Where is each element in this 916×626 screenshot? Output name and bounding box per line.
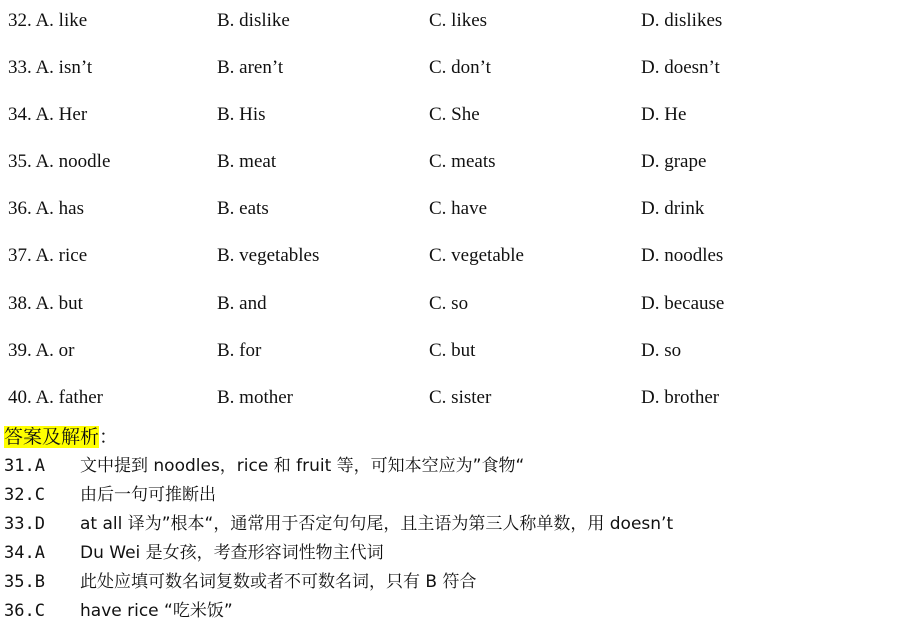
answer-row-33 (0, 510, 916, 539)
option-c: C. She (429, 104, 480, 125)
option-c: C. sister (429, 387, 492, 408)
option-a: 33. A. isn’t (8, 57, 93, 78)
option-a: 37. A. rice (8, 245, 88, 266)
option-c: C. vegetable (429, 245, 524, 266)
answer-number: 33.D (4, 514, 45, 534)
option-c: C. meats (429, 151, 496, 172)
option-c: C. so (429, 293, 469, 314)
answer-row-31 (0, 452, 916, 481)
question-row-37 (0, 241, 916, 271)
question-row-38 (0, 289, 916, 319)
option-d: D. drink (641, 198, 705, 219)
answer-row-35 (0, 568, 916, 597)
answer-number: 32.C (4, 485, 45, 505)
question-row-32 (0, 6, 916, 36)
option-c: C. don’t (429, 57, 491, 78)
answer-number: 34.A (4, 543, 45, 563)
option-a: 32. A. like (8, 10, 88, 31)
question-row-39 (0, 336, 916, 366)
option-d: D. noodles (641, 245, 724, 266)
answer-explanation: Du Wei 是女孩，考查形容词性物主代词 (80, 543, 384, 563)
answers-heading (4, 423, 118, 451)
option-d: D. He (641, 104, 687, 125)
answer-explanation: 文中提到 noodles，rice 和 fruit 等，可知本空应为”食物“ (80, 456, 525, 476)
question-row-35 (0, 147, 916, 177)
option-c: C. likes (429, 10, 488, 31)
option-b: B. dislike (217, 10, 290, 31)
answer-explanation: 由后一句可推断出 (80, 485, 216, 505)
question-row-40 (0, 383, 916, 413)
option-d: D. so (641, 340, 682, 361)
option-c: C. but (429, 340, 476, 361)
answer-explanation: at all 译为”根本“，通常用于否定句句尾，且主语为第三人称单数，用 doesn’t (80, 514, 674, 534)
answers-heading-suffix: ： (99, 426, 119, 448)
option-d: D. doesn’t (641, 57, 720, 78)
option-b: B. eats (217, 198, 269, 219)
answers-heading-highlight: 答案及解析 (4, 426, 100, 448)
option-a: 38. A. but (8, 293, 83, 314)
answer-explanation: 此处应填可数名词复数或者不可数名词，只有 B 符合 (80, 572, 477, 592)
option-b: B. meat (217, 151, 277, 172)
question-row-33 (0, 53, 916, 83)
option-d: D. brother (641, 387, 720, 408)
option-a: 39. A. or (8, 340, 75, 361)
option-d: D. because (641, 293, 725, 314)
option-b: B. His (217, 104, 266, 125)
answer-row-36 (0, 597, 916, 626)
question-row-36 (0, 194, 916, 224)
answer-row-32 (0, 481, 916, 510)
option-b: B. for (217, 340, 262, 361)
answer-number: 35.B (4, 572, 45, 592)
option-d: D. dislikes (641, 10, 723, 31)
answer-number: 31.A (4, 456, 45, 476)
option-a: 34. A. Her (8, 104, 88, 125)
question-row-34 (0, 100, 916, 130)
option-a: 35. A. noodle (8, 151, 111, 172)
answer-number: 36.C (4, 601, 45, 621)
option-d: D. grape (641, 151, 707, 172)
option-b: B. mother (217, 387, 293, 408)
option-b: B. and (217, 293, 267, 314)
option-c: C. have (429, 198, 488, 219)
option-a: 40. A. father (8, 387, 103, 408)
option-b: B. vegetables (217, 245, 320, 266)
answer-row-34 (0, 539, 916, 568)
answer-explanation: have rice “吃米饭” (80, 601, 233, 621)
option-a: 36. A. has (8, 198, 84, 219)
option-b: B. aren’t (217, 57, 284, 78)
